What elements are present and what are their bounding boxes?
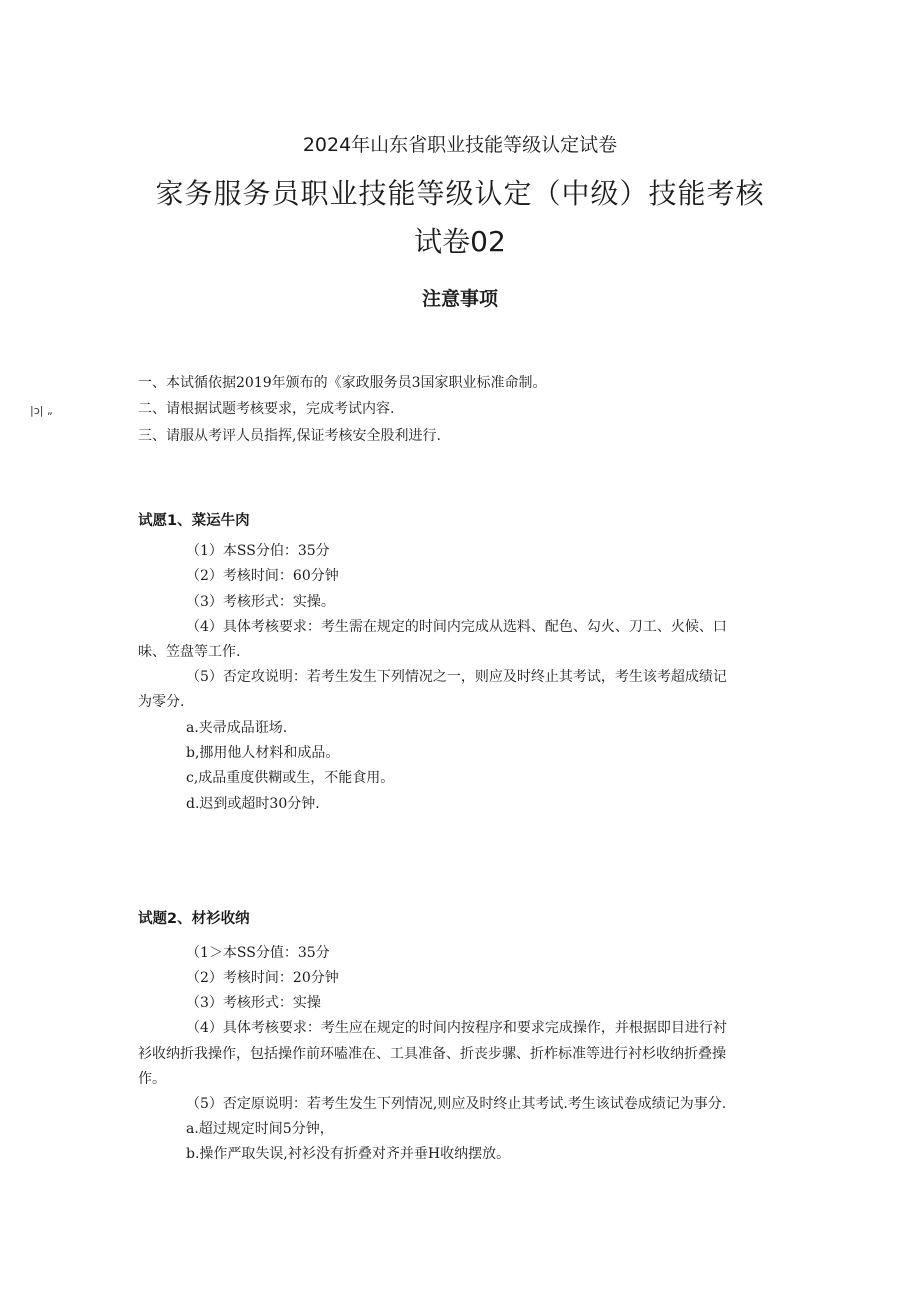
q1-line: （4）具体考核要求：考生需在规定的时间内完成从选料、配色、勾火、刀工、火候、口 <box>186 619 727 635</box>
exam-subtitle: 2024年山东省职业技能等级认定试卷 <box>302 134 618 156</box>
q1-line: 为零分. <box>138 694 185 710</box>
q2-line: （2）考核时间：20分钟 <box>186 970 339 986</box>
q2-line: （5）否定原说明：若考生发生下列情况,则应及时终止其考试.考生该试卷成绩记为事分. <box>186 1096 727 1112</box>
q1-line: b,挪用他人材料和成品。 <box>186 745 340 761</box>
q1-line: a.夹帚成品诳场. <box>186 720 288 736</box>
q1-line: c,成品重度供糊或生，不能食用。 <box>186 770 395 786</box>
q2-line: 作。 <box>138 1071 166 1087</box>
margin-mark: |ɔ| „ <box>30 404 53 417</box>
q2-line: a.超过规定时间5分钟， <box>186 1121 334 1137</box>
paper-number: 试卷02 <box>414 225 506 258</box>
question-1-title: 试愿1、菜运牛肉 <box>138 513 250 529</box>
q2-line: b.操作严取失误,衬衫没有折叠对齐并垂H收纳摆放。 <box>186 1146 511 1162</box>
q2-line: （4）具体考核要求：考生应在规定的时间内按程序和要求完成操作，并根据即目进行衬 <box>186 1020 727 1036</box>
q2-line: （3）考核形式：实操 <box>186 995 321 1011</box>
question-2-title: 试题2、材衫收纳 <box>138 911 250 927</box>
notice-heading: 注意事项 <box>421 288 498 310</box>
q1-line: （1）本SS分伯：35分 <box>186 543 330 559</box>
q1-line: （5）否定攻说明：若考生发生下列情况之一，则应及时终止其考试，考生该考超成绩记 <box>186 669 727 685</box>
q1-line: 味、笠盘等工作. <box>138 644 241 660</box>
q1-line: （2）考核时间：60分钟 <box>186 568 339 584</box>
notice-item-1: 一、本试循依据2019年颁布的《家政服务员3国家职业标准命制。 <box>138 375 547 391</box>
q1-line: （3）考核形式：实操。 <box>186 594 335 610</box>
q2-line: 衫收纳折我操作，包括操作前环嗑准在、工具准备、折丧步骡、折柞标准等进行衬杉收纳折叠操 <box>138 1046 726 1062</box>
q2-line: （1＞本SS分值：35分 <box>186 945 330 961</box>
notice-item-3: 三、请服从考评人员指挥,保证考核安全股利进行. <box>138 428 441 444</box>
q1-line: d.迟到或超时30分钟. <box>186 796 320 812</box>
exam-title: 家务服务员职业技能等级认定（中级）技能考核 <box>155 177 765 210</box>
notice-item-2: 二、请根据试题考核要求，完成考试内容. <box>138 401 395 417</box>
